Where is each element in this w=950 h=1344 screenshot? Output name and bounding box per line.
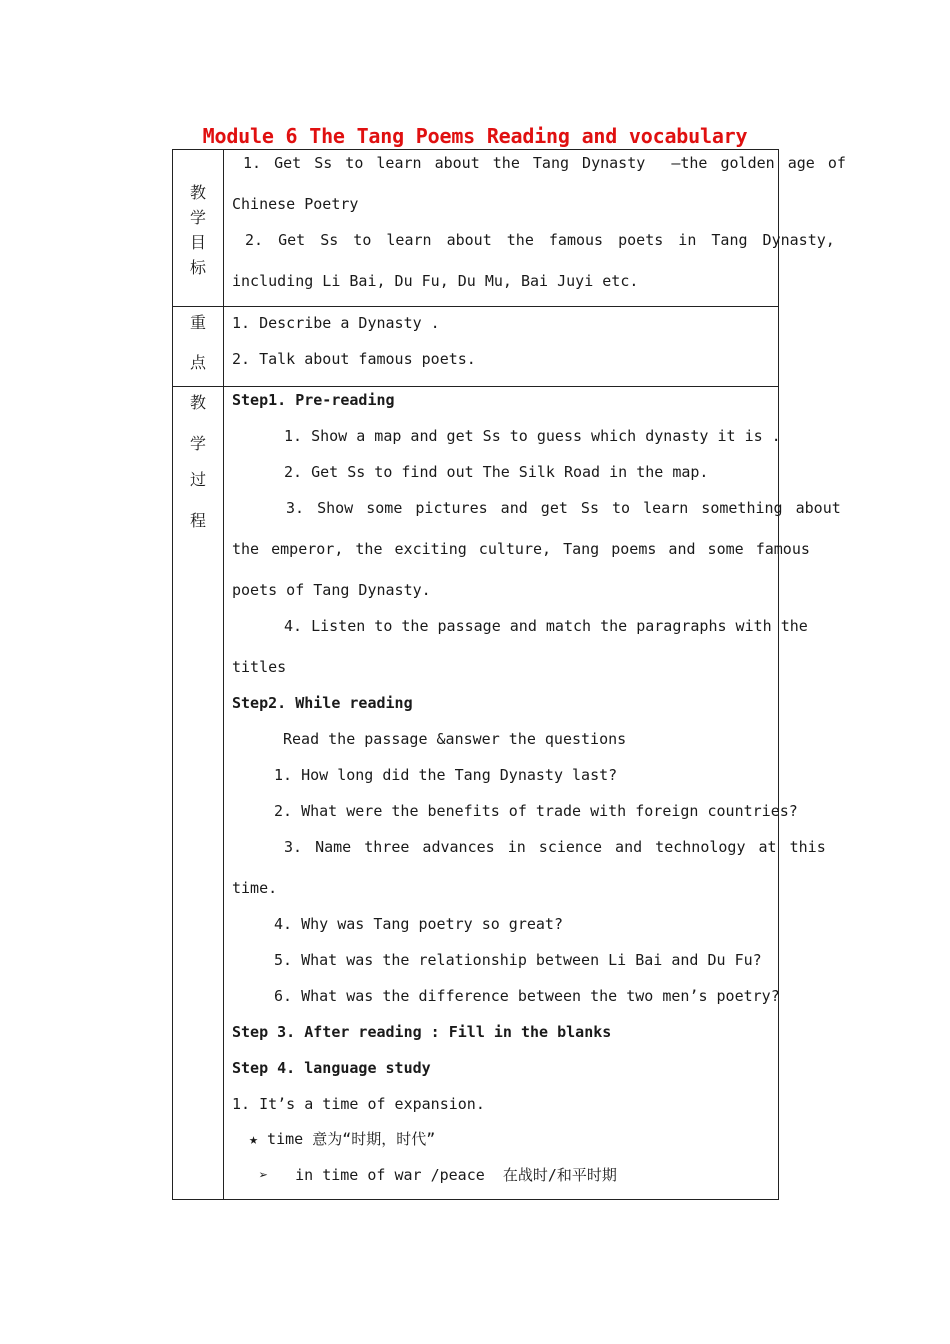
step1-item-3-line-c: poets of Tang Dynasty. xyxy=(232,581,431,599)
step1-item-4-line-a: 4. Listen to the passage and match the paragraphs with the xyxy=(284,617,808,635)
row-divider xyxy=(173,386,778,387)
question-3-line-a: 3. Name three advances in science and technology at this xyxy=(284,838,826,856)
step1-item-2: 2. Get Ss to find out The Silk Road in the map. xyxy=(284,463,709,481)
arrow-note: ➢ in time of war /peace 在战时/和平时期 xyxy=(259,1166,617,1184)
step1-heading: Step1. Pre-reading xyxy=(232,391,395,409)
objective-1-line-b: Chinese Poetry xyxy=(232,195,359,213)
objective-2-line-b: including Li Bai, Du Fu, Du Mu, Bai Juyi etc. xyxy=(232,272,639,290)
objective-2-line-a: 2. Get Ss to learn about the famous poets in Tang Dynasty, xyxy=(245,231,835,249)
question-4: 4. Why was Tang poetry so great? xyxy=(274,915,563,933)
step2-intro: Read the passage &answer the questions xyxy=(283,730,627,748)
keypoint-1: 1. Describe a Dynasty . xyxy=(232,314,440,332)
row-divider xyxy=(173,306,778,307)
step1-item-1: 1. Show a map and get Ss to guess which dynasty it is . xyxy=(284,427,781,445)
step1-item-3-line-b: the emperor, the exciting culture, Tang poems and some famous xyxy=(232,540,810,558)
keypoint-2: 2. Talk about famous poets. xyxy=(232,350,476,368)
objective-1-line-a: 1. Get Ss to learn about the Tang Dynasty —the golden age of xyxy=(243,154,846,172)
question-5: 5. What was the relationship between Li Bai and Du Fu? xyxy=(274,951,762,969)
star-note: ★ time 意为“时期，时代” xyxy=(249,1130,436,1148)
step2-heading: Step2. While reading xyxy=(232,694,413,712)
question-1: 1. How long did the Tang Dynasty last? xyxy=(274,766,618,784)
step4-heading: Step 4. language study xyxy=(232,1059,431,1077)
question-3-line-b: time. xyxy=(232,879,278,897)
column-divider xyxy=(223,150,224,1199)
step3-heading: Step 3. After reading : Fill in the blanks xyxy=(232,1023,612,1041)
step1-item-4-line-b: titles xyxy=(232,658,287,676)
question-2: 2. What were the benefits of trade with foreign countries? xyxy=(274,802,798,820)
lesson-plan-table: 教 学 目 标 1. Get Ss to learn about the Tang Dynasty —the golden age of Chinese Poetry 2. Get Ss to learn about the famous poets in Tang Dynasty, including Li Bai, Du Fu, Du Mu, Bai Juyi etc. 重 点 1. Describe a Dynasty . 2. Talk about famous poets. 教 学 过 程 Step1. Pre-reading 1. Show a map and get Ss to guess which dynasty it is . 2. Get Ss to find out The Silk Road in the map. 3. Show some pictures and get Ss to learn something about the emperor, the exciting culture, Tang poems and some famous poets of Tang Dynasty. 4. Listen to the passage and match the paragraphs with the titles Step2. While reading Read the passage &answer the questions 1. How long did the Tang Dynasty last? 2. What were the benefits of trade with foreign countries? 3. Name three advances in science and technology at this time. 4. Why was Tang poetry so great? 5. What was the relationship between Li Bai and Du Fu? 6. What was the difference between the two men’s poetry? Step 3. After reading : Fill in the blanks Step 4. language study 1. It’s a time of expansion. ★ time 意为“时期，时代” ➢ in time of war /peace 在战时/和平时期 xyxy=(172,149,779,1200)
language-point-1: 1. It’s a time of expansion. xyxy=(232,1095,485,1113)
page-title: Module 6 The Tang Poems Reading and vocabulary xyxy=(202,124,748,148)
question-6: 6. What was the difference between the two men’s poetry? xyxy=(274,987,780,1005)
step1-item-3-line-a: 3. Show some pictures and get Ss to learn something about xyxy=(286,499,841,517)
